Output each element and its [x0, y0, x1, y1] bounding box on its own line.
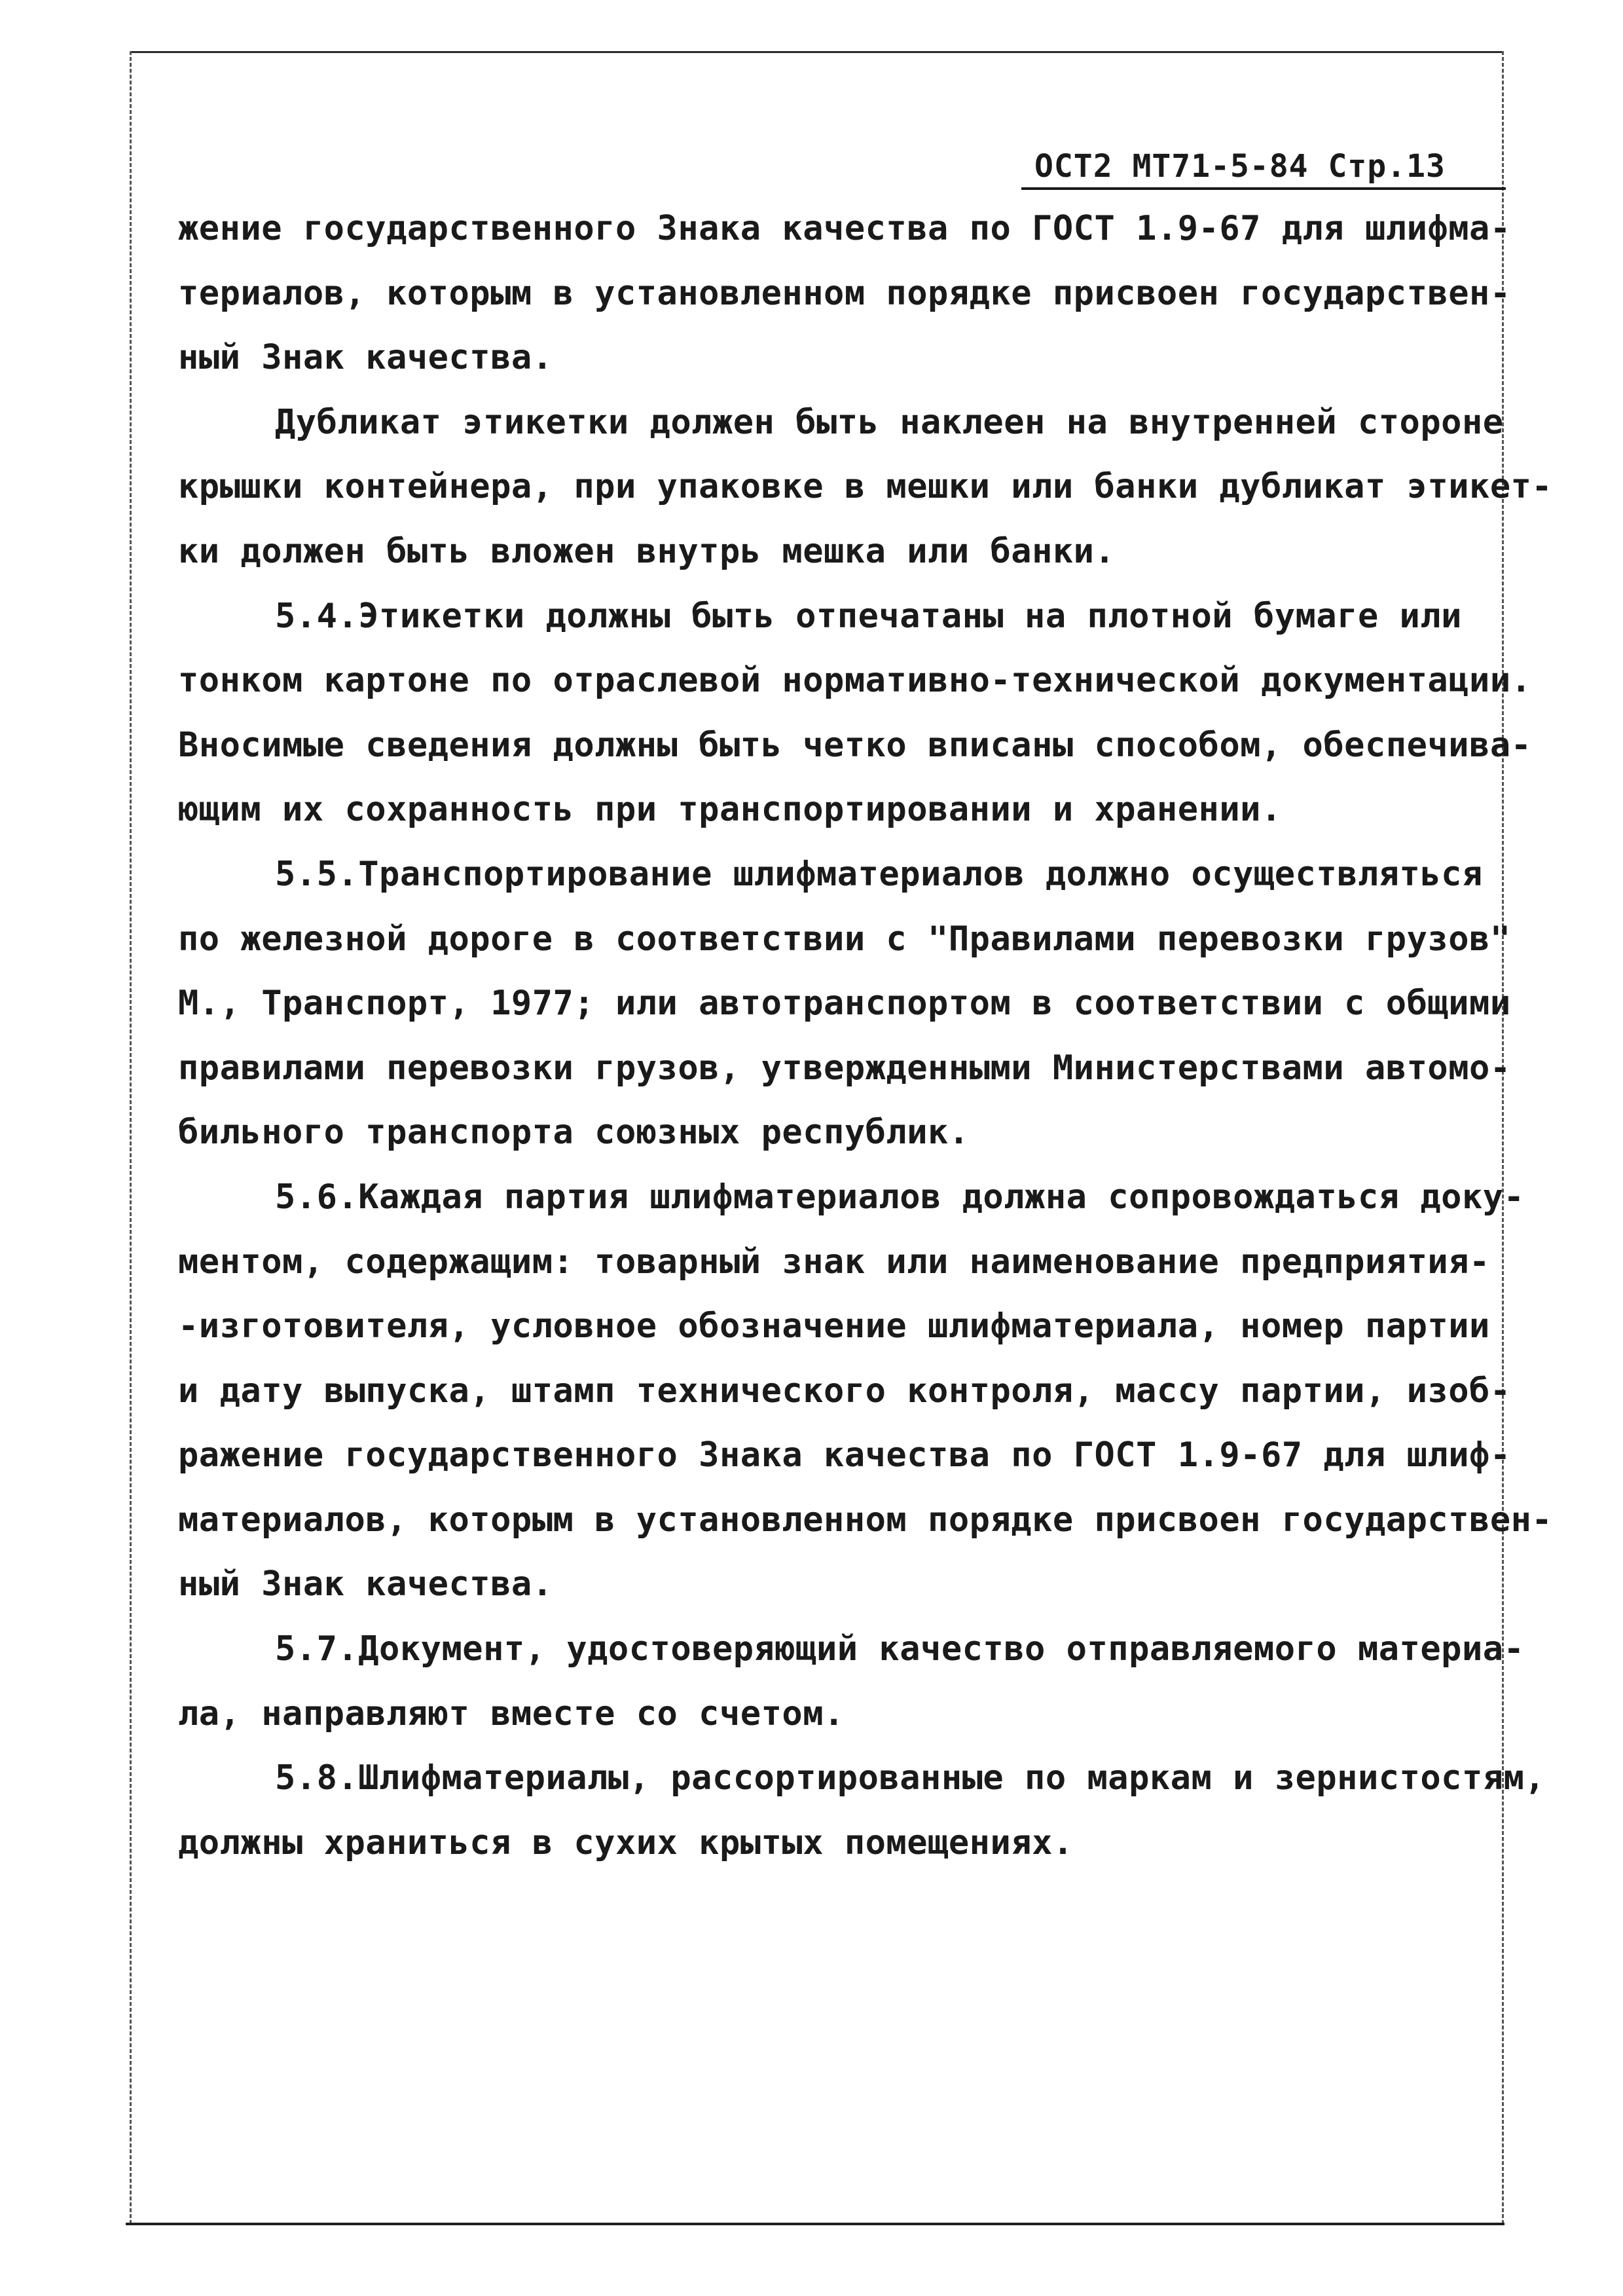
text-line: -изготовителя, условное обозначение шлифматериала, номер партии [178, 1306, 1490, 1346]
paragraph-5-5 [178, 842, 1511, 1165]
document-header-code: ОСТ2 МТ71-5-84 Стр.13 [1021, 145, 1506, 190]
paragraph [178, 390, 1553, 584]
text-line: ражение государственного Знака качества по ГОСТ 1.9-67 для шлиф- [178, 1435, 1511, 1475]
text-line: ла, направляют вместе со счетом. [178, 1694, 845, 1733]
text-line: М., Транспорт, 1977; или автотранспортом в соответствии с общими [178, 984, 1511, 1024]
document-body [178, 196, 1553, 1875]
text-line: ный Знак качества. [178, 1565, 553, 1604]
text-line: 5.5.Транспортирование шлифматериалов должно осуществляться [275, 854, 1483, 894]
paragraph-5-6 [178, 1165, 1553, 1617]
page-frame-right [1502, 51, 1504, 2224]
text-line: бильного транспорта союзных республик. [178, 1113, 970, 1153]
paragraph-5-8 [178, 1746, 1546, 1875]
text-line: ки должен быть вложен внутрь мешка или банки. [178, 531, 1116, 571]
text-line: ментом, содержащим: товарный знак или наименование предприятия- [178, 1242, 1490, 1282]
paragraph-5-4 [178, 584, 1532, 842]
text-line: 5.7.Документ, удостоверяющий качество отправляемого материа- [275, 1629, 1525, 1669]
text-line: 5.6.Каждая партия шлифматериалов должна сопровождаться доку- [275, 1177, 1525, 1217]
page-frame-top [130, 51, 1503, 53]
text-line: и дату выпуска, штамп технического контроля, массу партии, изоб- [178, 1371, 1511, 1411]
text-line: ющим их сохранность при транспортировании и хранении. [178, 790, 1282, 830]
text-line: по железной дороге в соответствии с "Правилами перевозки грузов" [178, 919, 1511, 959]
text-line: должны храниться в сухих крытых помещениях. [178, 1823, 1074, 1862]
text-line: 5.4.Этикетки должны быть отпечатаны на плотной бумаге или [275, 596, 1462, 636]
page-frame-left [130, 51, 132, 2224]
page-frame-bottom [126, 2223, 1504, 2225]
text-line: правилами перевозки грузов, утвержденными Министерствами автомо- [178, 1048, 1511, 1088]
text-line: тонком картоне по отраслевой нормативно-технической документации. [178, 661, 1532, 701]
text-line: териалов, которым в установленном порядке присвоен государствен- [178, 273, 1511, 313]
text-line: 5.8.Шлифматериалы, рассортированные по маркам и зернистостям, [275, 1758, 1546, 1798]
text-line: Вносимые сведения должны быть четко вписаны способом, обеспечива- [178, 725, 1532, 765]
text-line: Дубликат этикетки должен быть наклеен на внутренней стороне [275, 402, 1504, 442]
text-line: жение государственного Знака качества по ГОСТ 1.9-67 для шлифма- [178, 209, 1511, 248]
text-line: ный Знак качества. [178, 338, 553, 378]
paragraph-5-7 [178, 1617, 1525, 1746]
text-line: материалов, которым в установленном порядке присвоен государствен- [178, 1500, 1553, 1540]
text-line: крышки контейнера, при упаковке в мешки или банки дубликат этикет- [178, 467, 1553, 507]
paragraph [178, 196, 1511, 390]
